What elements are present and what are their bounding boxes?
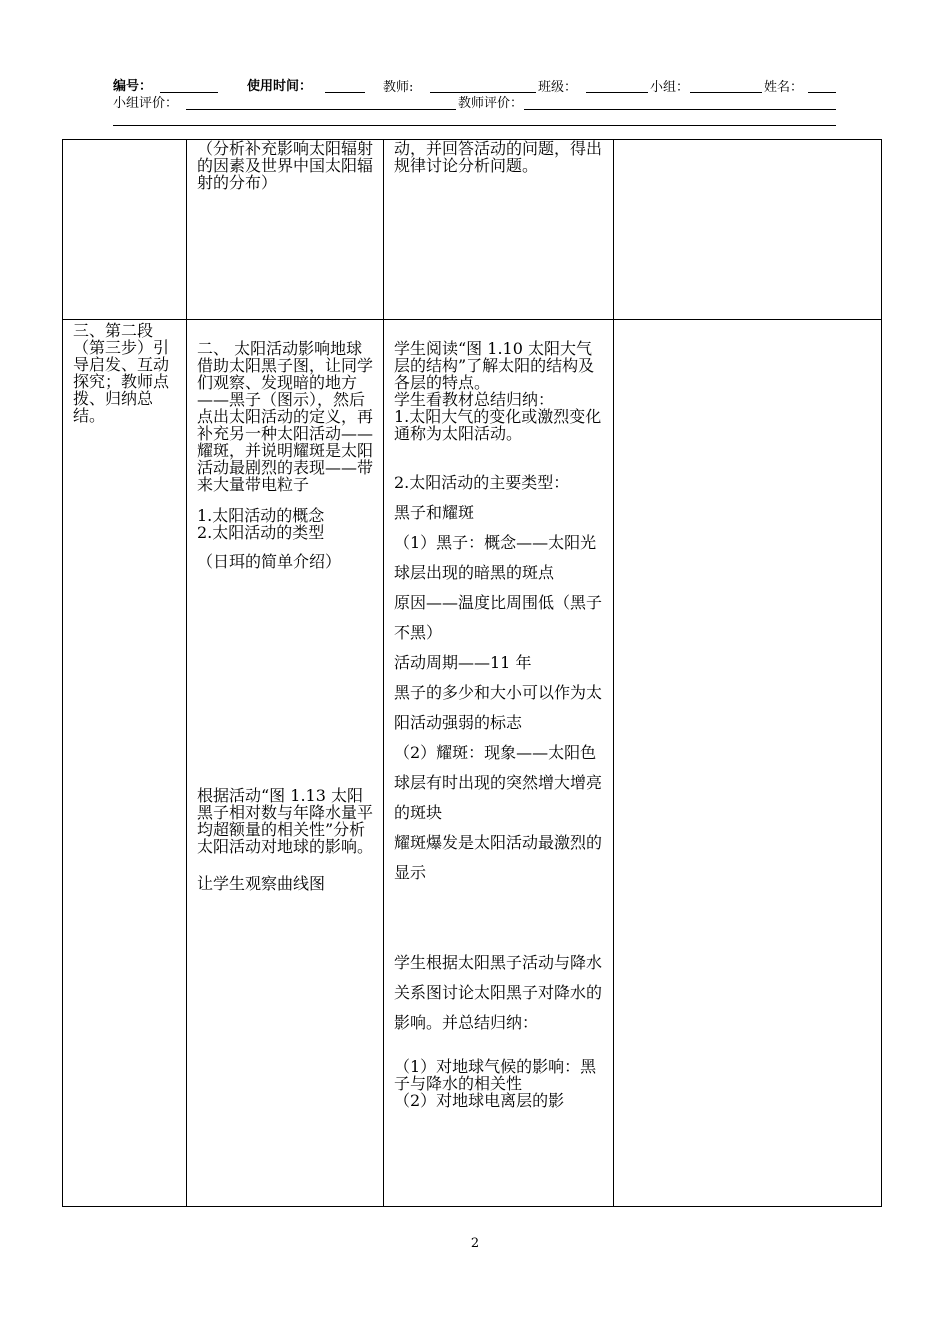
student-text: （1）对地球气候的影响：黑子与降水的相关性 — [394, 1057, 597, 1093]
group-eval-blank[interactable] — [186, 109, 456, 110]
content-heading: 二、 太阳活动影响地球 — [197, 339, 363, 358]
student-text: 活动周期——11 年 — [394, 653, 532, 672]
student-cell — [384, 140, 614, 320]
table-row — [63, 140, 882, 320]
student-text: 动，并回答活动的问题，得出规律讨论分析问题。 — [394, 139, 603, 175]
step-cell — [63, 320, 187, 1207]
content-item: 2.太阳活动的类型 — [197, 523, 325, 542]
content-text: 让学生观察曲线图 — [197, 874, 326, 893]
student-text: 2.太阳活动的主要类型： — [394, 473, 570, 492]
group-eval-label: 小组评价： — [113, 96, 179, 111]
teacher-eval-blank[interactable] — [524, 109, 836, 110]
student-text: 原因——温度比周围低（黑子不黑） — [394, 593, 603, 642]
number-blank[interactable] — [160, 92, 218, 93]
student-text: 学生阅读“图 1.10 太阳大气层的结构”了解太阳的结构及各层的特点。 — [394, 339, 595, 392]
student-text: 耀斑爆发是太阳活动最激烈的显示 — [394, 833, 603, 882]
student-text: 学生看教材总结归纳： — [394, 390, 555, 409]
class-blank[interactable] — [586, 92, 648, 93]
student-text: （1）黑子：概念——太阳光球层出现的暗黑的斑点 — [394, 533, 597, 582]
number-label: 编号： — [113, 79, 153, 94]
header-rule — [113, 125, 836, 126]
student-text: 学生根据太阳黑子活动与降水关系图讨论太阳黑子对降水的影响。并总结归纳： — [394, 953, 603, 1032]
notes-cell — [614, 140, 882, 320]
student-text: 1.太阳大气的变化或激烈变化通称为太阳活动。 — [394, 407, 602, 443]
content-text: （分析补充影响太阳辐射的因素及世界中国太阳辐射的分布） — [197, 139, 374, 192]
teacher-label: 教师: — [383, 80, 414, 95]
student-text: 黑子和耀斑 — [394, 503, 475, 522]
teacher-blank[interactable] — [430, 92, 536, 93]
student-cell — [384, 320, 614, 1207]
time-label: 使用时间： — [247, 79, 313, 94]
student-text: 黑子的多少和大小可以作为太阳活动强弱的标志 — [394, 683, 603, 732]
content-text: 根据活动“图 1.13 太阳黑子相对数与年降水量平均超额量的相关性”分析太阳活动对地球的影响。 — [197, 786, 374, 856]
teacher-eval-label: 教师评价： — [458, 96, 524, 111]
content-cell — [187, 320, 384, 1207]
content-text: （日珥的简单介绍） — [197, 552, 342, 571]
group-blank[interactable] — [690, 92, 762, 93]
student-text: （2）耀斑：现象——太阳色球层有时出现的突然增大增亮的斑块 — [394, 743, 603, 822]
lesson-table — [62, 139, 882, 1207]
student-text: （2）对地球电离层的影 — [394, 1091, 565, 1110]
class-label: 班级： — [538, 80, 578, 95]
time-blank[interactable] — [325, 92, 365, 93]
name-blank[interactable] — [808, 92, 836, 93]
name-label: 姓名： — [764, 80, 804, 95]
content-cell — [187, 140, 384, 320]
step-text: 三、第二段（第三步）引导启发、互动探究；教师点拨、归纳总结。 — [73, 321, 170, 425]
table-row — [63, 320, 882, 1207]
content-item: 1.太阳活动的概念 — [197, 506, 325, 525]
notes-cell — [614, 320, 882, 1207]
page-number: 2 — [470, 1236, 480, 1251]
content-text: 借助太阳黑子图，让同学们观察、发现暗的地方——黑子（图示），然后点出太阳活动的定义，再补充另一种太阳活动——耀斑，并说明耀斑是太阳活动最剧烈的表现——带来大量带电粒子 — [197, 356, 374, 494]
group-label: 小组： — [650, 80, 690, 95]
step-cell — [63, 140, 187, 320]
